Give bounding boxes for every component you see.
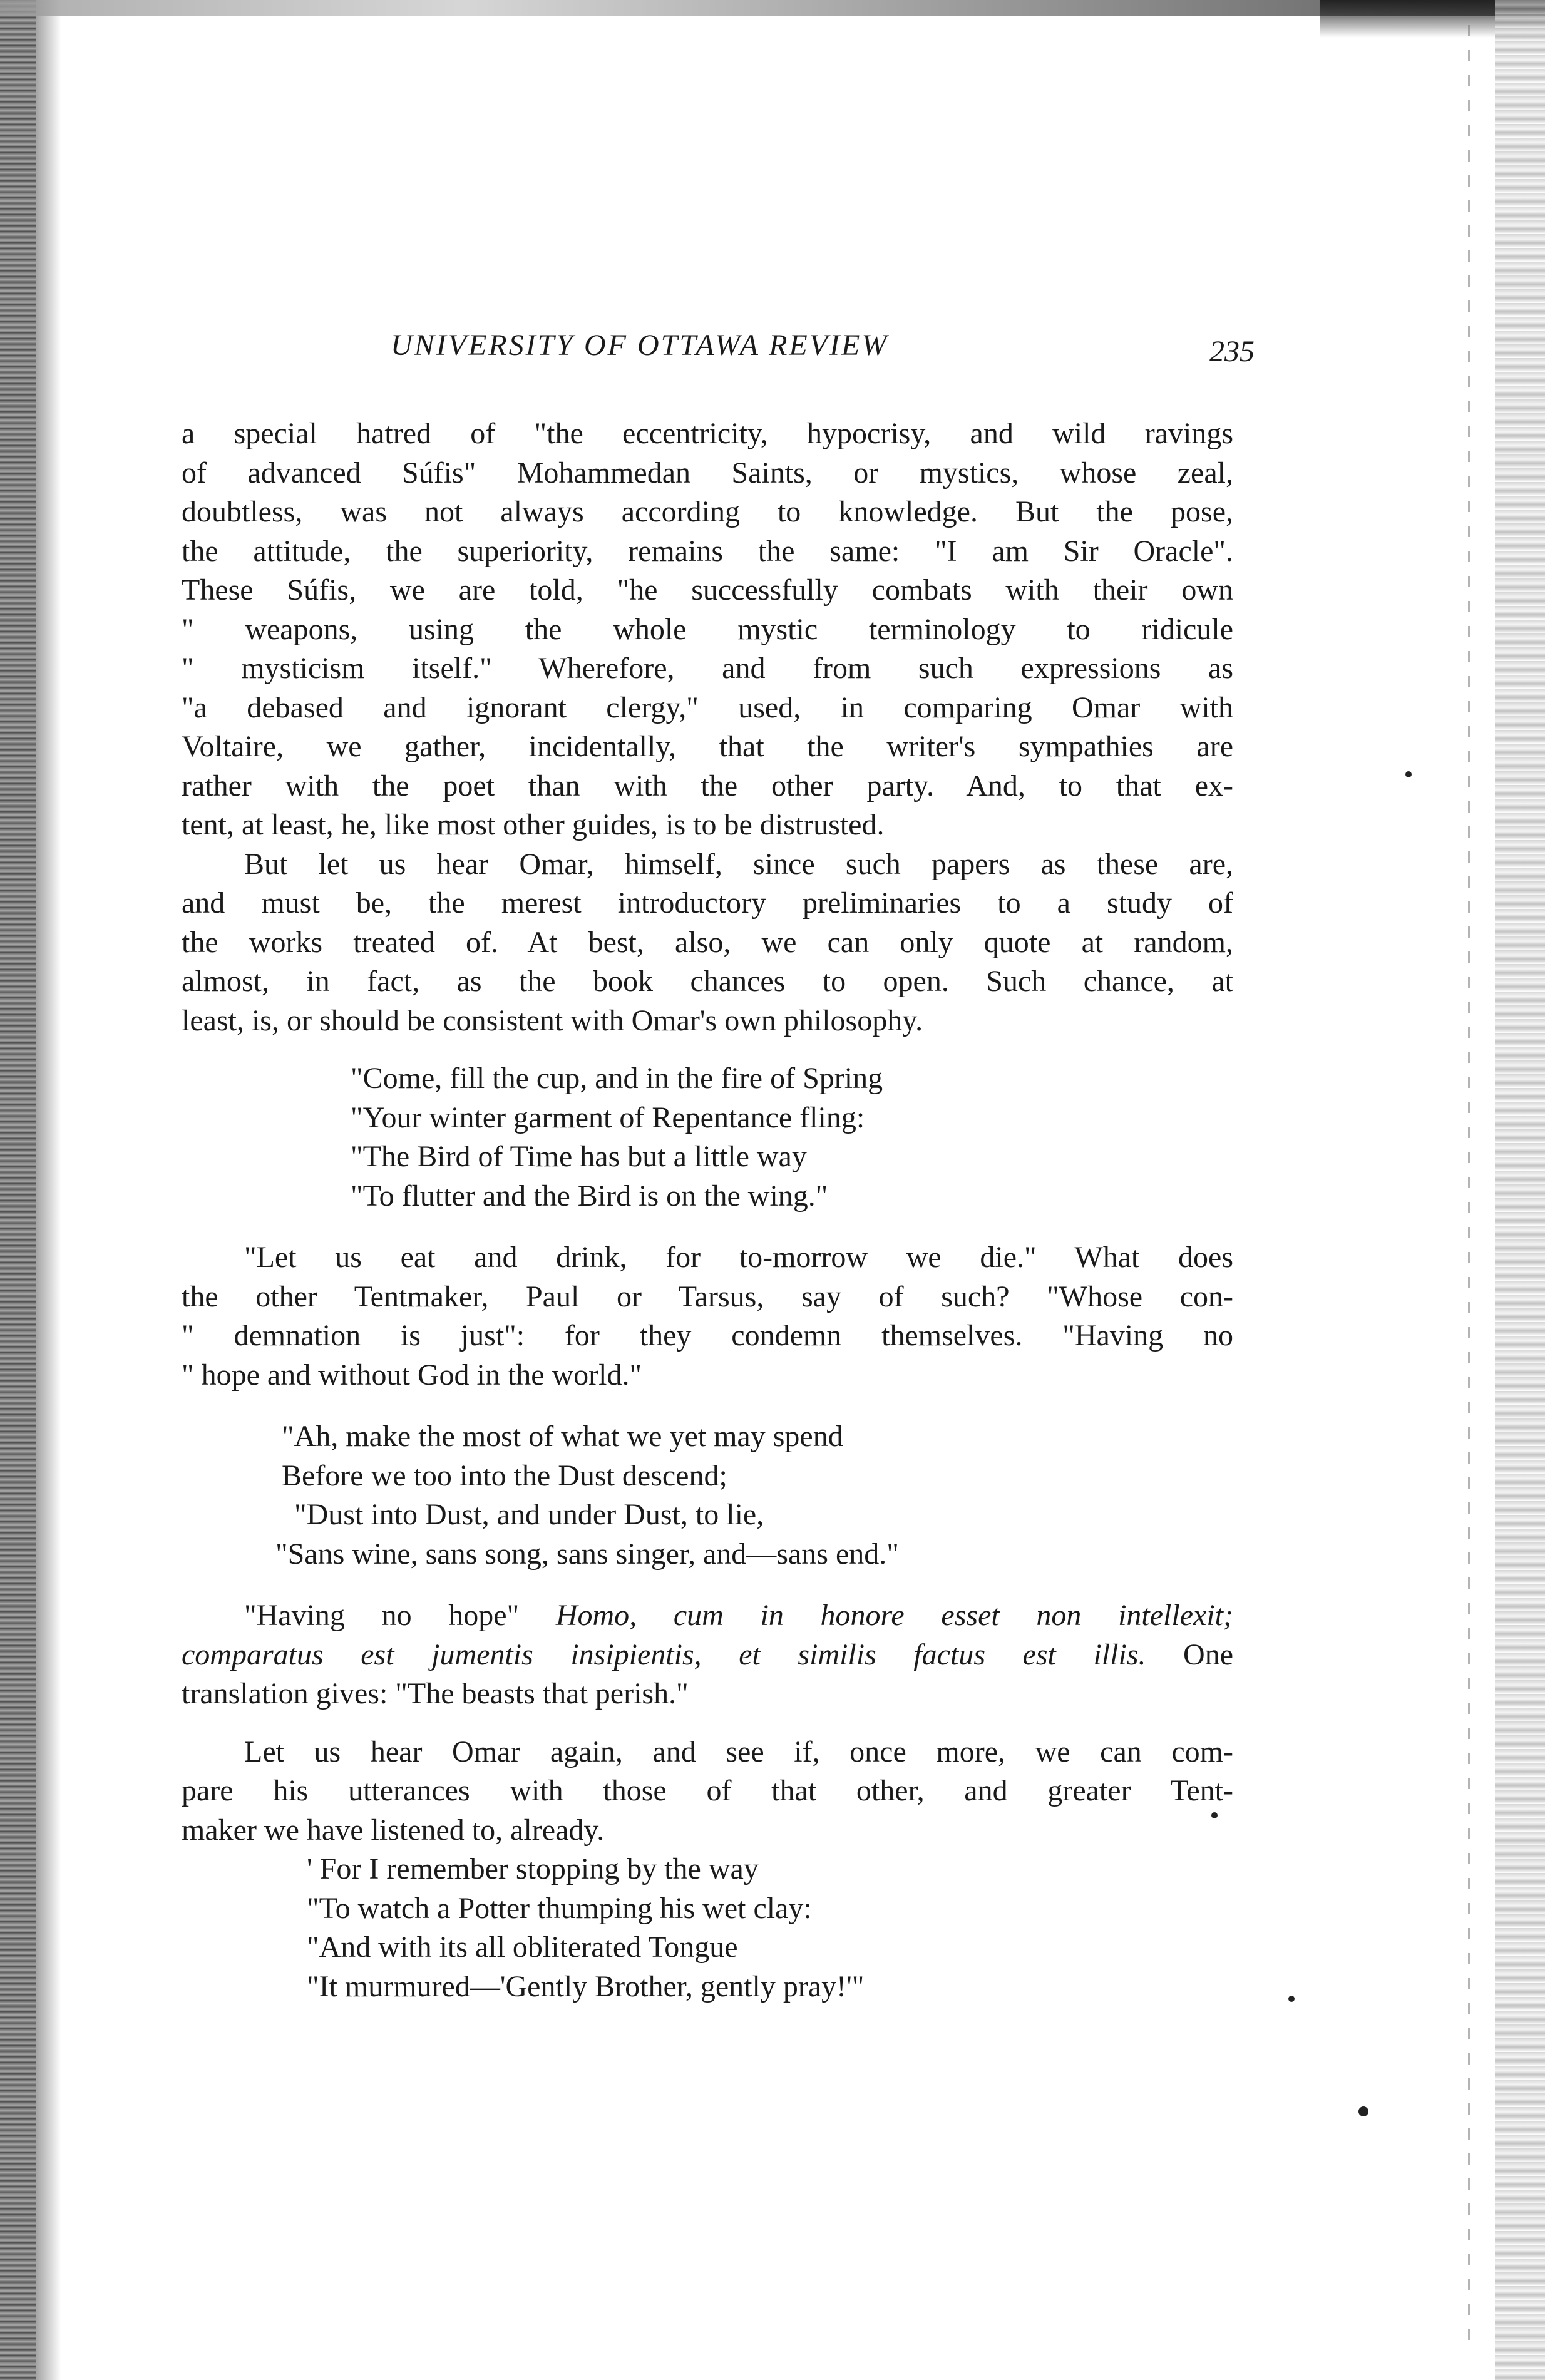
- scan-edge-right-line: [1468, 25, 1470, 2354]
- text-line: Voltaire, we gather, incidentally, that the writer's sympathies are: [182, 730, 1233, 763]
- scan-edge-left: [0, 0, 36, 2380]
- scan-edge-top: [0, 0, 1545, 16]
- verse-2: [182, 1417, 1233, 1574]
- quote-text: One: [1146, 1638, 1233, 1671]
- text-line: "Let us eat and drink, for to-morrow we die." What does: [244, 1241, 1233, 1274]
- text-line: the works treated of. At best, also, we can only quote at random,: [182, 925, 1233, 959]
- text-line: [182, 1596, 1233, 1636]
- verse-line: "Come, fill the cup, and in the fire of Spring: [351, 1062, 883, 1095]
- paragraph-3: [182, 1238, 1233, 1395]
- text-line: a special hatred of "the eccentricity, hypocrisy, and wild ravings: [182, 417, 1233, 450]
- verse-line: "Dust into Dust, and under Dust, to lie,: [294, 1498, 764, 1531]
- verse-line: Before we too into the Dust descend;: [282, 1459, 727, 1492]
- text-line: Let us hear Omar again, and see if, once more, we can com-: [244, 1735, 1233, 1768]
- scan-edge-right: [1495, 0, 1545, 2380]
- latin-quote: comparatus est jumentis insipientis, et similis factus est illis.: [182, 1638, 1146, 1671]
- scan-speck: [1288, 1996, 1295, 2002]
- text-line: and must be, the merest introductory preliminaries to a study of: [182, 886, 1233, 920]
- text-line: translation gives: "The beasts that perish.": [182, 1677, 689, 1710]
- verse-line: "Sans wine, sans song, sans singer, and—sans end.": [275, 1537, 899, 1571]
- latin-quote: Homo, cum in honore esset non intellexit;: [555, 1599, 1233, 1632]
- text-line: pare his utterances with those of that other, and greater Tent-: [182, 1774, 1233, 1807]
- text-line: almost, in fact, as the book chances to open. Such chance, at: [182, 965, 1233, 998]
- text-line: " mysticism itself." Wherefore, and from such expressions as: [182, 652, 1233, 685]
- scan-edge-left-shadow: [36, 0, 61, 2380]
- text-line: " weapons, using the whole mystic terminology to ridicule: [182, 612, 1233, 646]
- text-line: These Súfis, we are told, "he successfully combats with their own: [182, 573, 1233, 607]
- text-line: " hope and without God in the world.": [182, 1358, 642, 1392]
- text-line: the attitude, the superiority, remains the same: "I am Sir Oracle".: [182, 534, 1233, 568]
- verse-line: "And with its all obliterated Tongue: [307, 1931, 738, 1964]
- page-body: [182, 414, 1233, 2006]
- text-line: [182, 1636, 1233, 1675]
- verse-3: [182, 1850, 1233, 2006]
- verse-line: "To watch a Potter thumping his wet clay:: [307, 1891, 812, 1925]
- scan-speck: [1405, 771, 1412, 777]
- text-line: " demnation is just": for they condemn themselves. "Having no: [182, 1319, 1233, 1352]
- paragraph-2: [182, 845, 1233, 1041]
- page-number: 235: [1209, 335, 1255, 368]
- text-line: But let us hear Omar, himself, since such papers as these are,: [244, 847, 1233, 881]
- paragraph-4: [182, 1596, 1233, 1714]
- text-line: tent, at least, he, like most other guides, is to be distrusted.: [182, 808, 885, 841]
- verse-line: "Ah, make the most of what we yet may spend: [282, 1420, 843, 1453]
- verse-line: ' For I remember stopping by the way: [307, 1852, 759, 1885]
- verse-1: [182, 1059, 1233, 1216]
- journal-title: UNIVERSITY OF OTTAWA REVIEW: [391, 329, 889, 362]
- verse-line: "The Bird of Time has but a little way: [351, 1140, 807, 1173]
- scan-speck: [1211, 1812, 1218, 1818]
- text-line: rather with the poet than with the other party. And, to that ex-: [182, 769, 1233, 803]
- scan-speck: [1358, 2106, 1368, 2116]
- text-line: the other Tentmaker, Paul or Tarsus, say of such? "Whose con-: [182, 1280, 1233, 1313]
- running-head: [391, 326, 1255, 376]
- quote-text: "Having no hope": [244, 1599, 556, 1632]
- text-line: doubtless, was not always according to knowledge. But the pose,: [182, 495, 1233, 528]
- verse-line: "To flutter and the Bird is on the wing.": [351, 1179, 828, 1213]
- paragraph-5: [182, 1733, 1233, 1850]
- text-line: "a debased and ignorant clergy," used, in comparing Omar with: [182, 690, 1233, 724]
- text-line: of advanced Súfis" Mohammedan Saints, or mystics, whose zeal,: [182, 456, 1233, 490]
- verse-line: "Your winter garment of Repentance fling:: [351, 1100, 865, 1134]
- text-line: maker we have listened to, already.: [182, 1813, 605, 1847]
- text-line: least, is, or should be consistent with Omar's own philosophy.: [182, 1003, 923, 1037]
- verse-line: "It murmured—'Gently Brother, gently pray!'": [307, 1969, 865, 2003]
- paragraph-1: [182, 414, 1233, 845]
